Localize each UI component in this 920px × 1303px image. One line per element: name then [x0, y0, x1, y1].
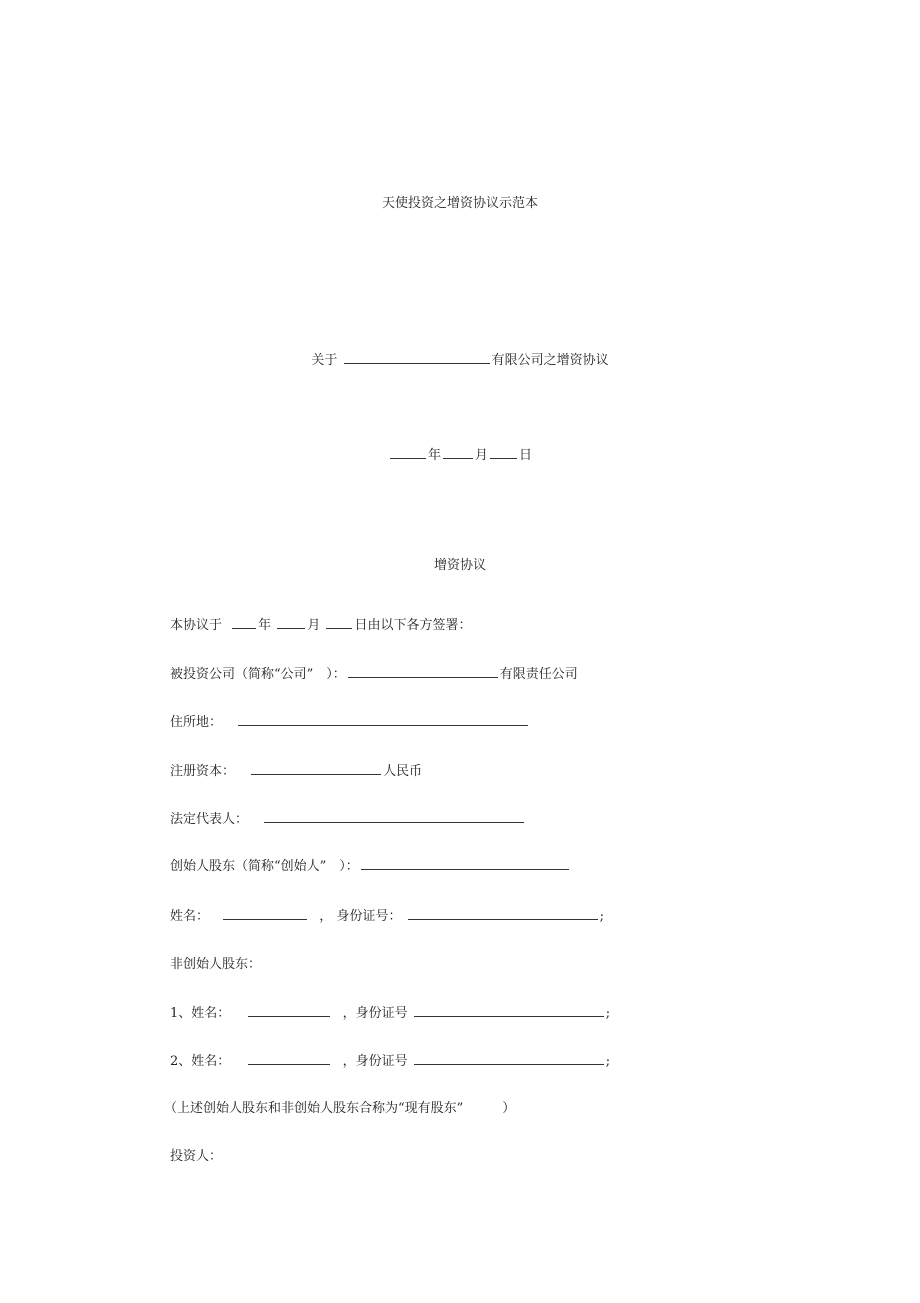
nf2-comma: ， — [342, 1054, 356, 1069]
founder-name-label: 姓名： — [170, 909, 210, 924]
founder-line — [170, 855, 571, 874]
cover-about-suffix: 有限公司之增资协议 — [491, 353, 609, 368]
cover-year-blank[interactable] — [390, 445, 426, 459]
company-line — [170, 663, 578, 682]
nf2-name-label: 2、姓名： — [170, 1054, 231, 1069]
shareholders-note: （上述创始人股东和非创始人股东合称为“现有股东” ） — [164, 1101, 516, 1116]
founder-name-blank[interactable] — [223, 906, 307, 920]
nf1-name-blank[interactable] — [248, 1003, 330, 1017]
nf2-name-blank[interactable] — [248, 1051, 330, 1065]
address-blank[interactable] — [238, 712, 528, 726]
cover-day-label: 日 — [519, 448, 533, 463]
company-name-blank[interactable] — [344, 350, 490, 364]
intro-line — [170, 614, 471, 633]
founder-comma: ， — [319, 909, 333, 924]
non-founder-heading: 非创始人股东： — [170, 957, 262, 972]
intro-day-blank[interactable] — [326, 615, 352, 629]
founder-semicolon: ; — [599, 909, 604, 924]
nf2-id-blank[interactable] — [414, 1051, 604, 1065]
capital-suffix: 人民币 — [383, 764, 423, 779]
nf1-comma: ， — [342, 1006, 356, 1021]
intro-year-blank[interactable] — [232, 615, 256, 629]
intro-prefix: 本协议于 — [170, 618, 223, 633]
capital-blank[interactable] — [251, 761, 381, 775]
nf2-id-label: 身份证号 — [355, 1054, 408, 1069]
company-label: 被投资公司（简称“公司” ）： — [170, 667, 346, 682]
intro-suffix: 日由以下各方签署： — [354, 618, 472, 633]
company-blank[interactable] — [348, 664, 498, 678]
cover-month-label: 月 — [474, 448, 488, 463]
founder-label: 创始人股东（简称“创始人” ）： — [170, 859, 359, 874]
capital-label: 注册资本： — [170, 764, 236, 779]
nf1-id-label: 身份证号 — [355, 1006, 408, 1021]
capital-line — [170, 760, 422, 779]
document-title: 天使投资之增资协议示范本 — [381, 196, 538, 211]
cover-about-line — [0, 349, 920, 368]
rep-line — [170, 808, 526, 827]
non-founder-1-line — [170, 1002, 610, 1021]
intro-year-label: 年 — [258, 618, 272, 633]
founder-id-label: 身份证号： — [336, 909, 402, 924]
rep-label: 法定代表人： — [170, 812, 249, 827]
intro-month-blank[interactable] — [277, 615, 305, 629]
rep-blank[interactable] — [264, 809, 524, 823]
founder-id-blank[interactable] — [408, 906, 598, 920]
agreement-heading: 增资协议 — [433, 558, 486, 573]
cover-date-line — [0, 444, 920, 463]
cover-month-blank[interactable] — [443, 445, 473, 459]
address-label: 住所地： — [170, 715, 223, 730]
founder-blank[interactable] — [361, 856, 569, 870]
company-suffix: 有限责任公司 — [499, 667, 578, 682]
nf1-name-label: 1、姓名： — [170, 1006, 231, 1021]
intro-month-label: 月 — [307, 618, 321, 633]
founder-name-line — [170, 905, 604, 924]
nf2-semicolon: ; — [605, 1054, 611, 1069]
investor-label: 投资人： — [170, 1149, 223, 1164]
nf1-semicolon: ; — [605, 1006, 611, 1021]
nf1-id-blank[interactable] — [414, 1003, 604, 1017]
cover-about-prefix: 关于 — [311, 353, 338, 368]
cover-day-blank[interactable] — [490, 445, 517, 459]
non-founder-2-line — [170, 1050, 610, 1069]
address-line — [170, 711, 530, 730]
cover-year-label: 年 — [427, 448, 441, 463]
